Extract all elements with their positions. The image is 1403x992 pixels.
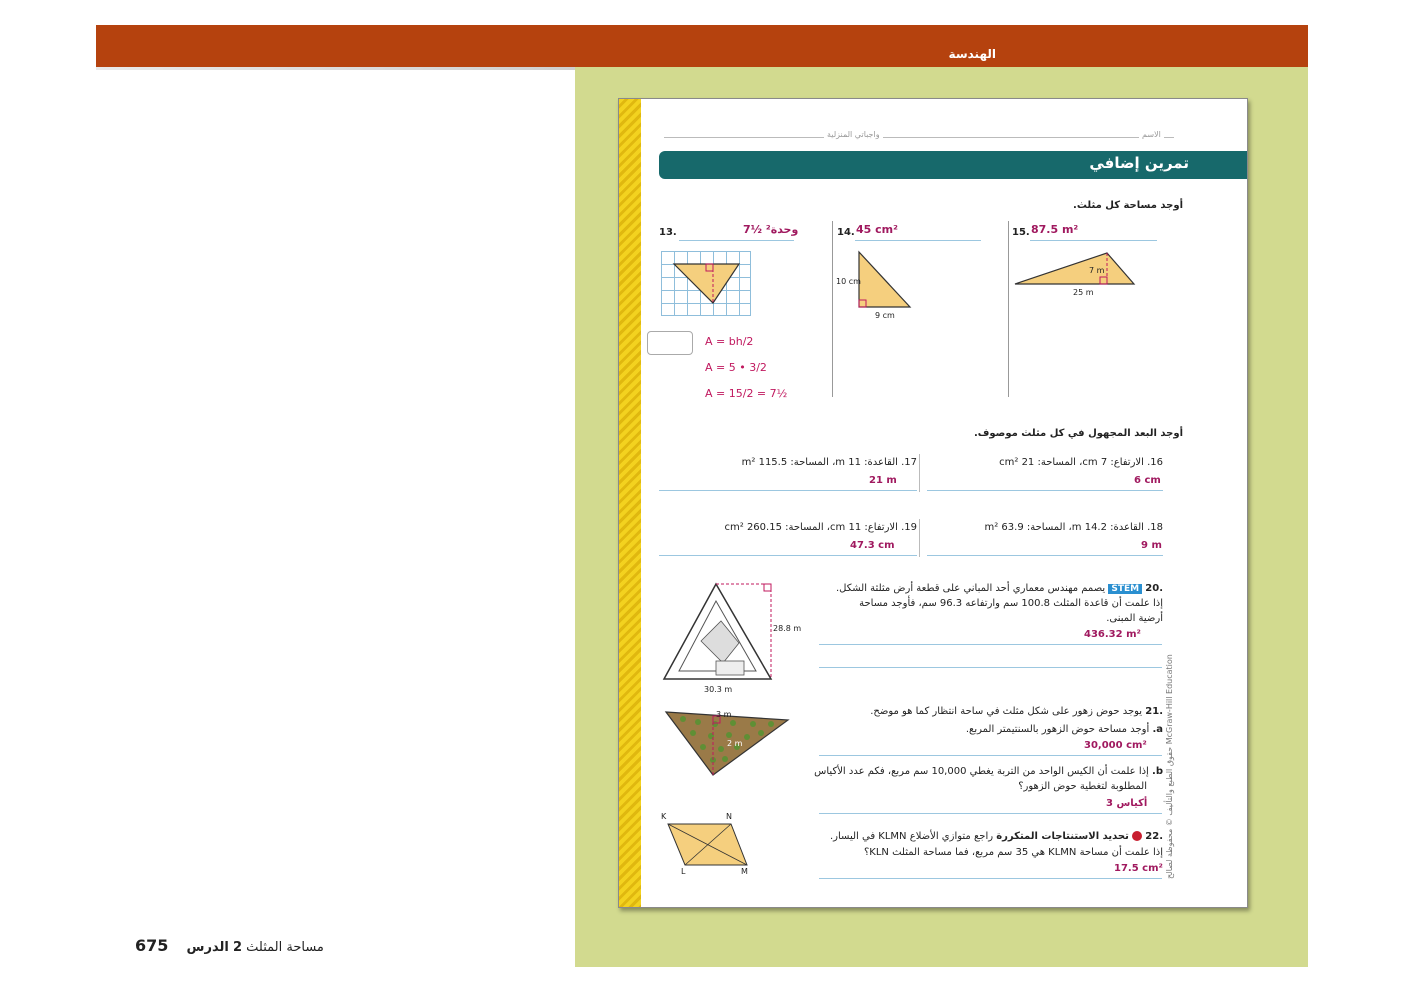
header-shadow xyxy=(96,67,576,70)
p20-answer-line xyxy=(819,644,1162,645)
p21-number: .21 xyxy=(1145,706,1163,717)
column-divider-2 xyxy=(1008,221,1009,397)
p13-eq2: A = 5 • 3/2 xyxy=(705,361,767,374)
p17-answer-line xyxy=(659,490,917,491)
p22-title: تحديد الاستنتاجات المتكررة xyxy=(996,831,1129,842)
p21-width-label: 3 m xyxy=(716,710,732,719)
p14-base-label: 9 cm xyxy=(875,311,895,320)
p13-answer: 7½ وحدة² xyxy=(743,223,799,236)
p14-answer: 45 cm² xyxy=(856,223,898,236)
p21a-text: أوجد مساحة حوض الزهور بالسنتيمتر المربع. xyxy=(965,724,1150,735)
p21b-text1: إذا علمت أن الكيس الواحد من التربة يغطي 10,000 سم مربع، فكم عدد الأكياس xyxy=(814,766,1149,777)
banner xyxy=(659,151,1248,179)
p14-answer-line xyxy=(855,240,981,241)
row-divider-1 xyxy=(919,454,920,492)
p21-line1: يوجد حوض زهور على شكل مثلث في ساحة انتظار كما هو موضح. xyxy=(870,706,1143,717)
p19-answer-line xyxy=(659,555,917,556)
p18-answer-line xyxy=(927,555,1163,556)
p22-practice-icon xyxy=(1132,831,1142,841)
p21a-statement xyxy=(803,724,1163,735)
p21-height-label: 2 m xyxy=(727,739,743,748)
p20-base-label: 30.3 m xyxy=(704,685,733,694)
lesson-title: مساحة المثلث xyxy=(246,940,324,955)
p20-line1: يصمم مهندس معماري أحد المباني على قطعة أرض مثلثة الشكل. xyxy=(835,583,1106,594)
p22-vertex-k: K xyxy=(661,812,667,821)
p22-answer: 17.5 cm² xyxy=(1114,863,1163,874)
column-divider-1 xyxy=(832,221,833,397)
page-footer xyxy=(135,936,324,955)
banner-title: تمرين إضافي xyxy=(1089,154,1189,172)
p18-text: 18. القاعدة: 14.2 m، المساحة: 63.9 m² xyxy=(984,522,1163,533)
chapter-header-bar xyxy=(96,25,1308,67)
p21b-text2: المطلوبة لتغطية حوض الزهور؟ xyxy=(1018,781,1147,792)
worksheet-page xyxy=(618,98,1248,908)
p21b-statement xyxy=(783,766,1163,777)
p16-text: 16. الارتفاع: 7 cm، المساحة: 21 cm² xyxy=(999,457,1163,468)
p17-answer: 21 m xyxy=(869,475,897,486)
p20-height-label: 28.8 m xyxy=(773,624,802,633)
p13-hint-icon xyxy=(647,331,693,355)
name-line xyxy=(664,137,1174,138)
row-divider-2 xyxy=(919,519,920,557)
p16-answer-line xyxy=(927,490,1163,491)
p22-line2: إذا علمت أن مساحة KLMN هي 35 سم مربع، فما مساحة المثلث KLN؟ xyxy=(863,847,1163,858)
p22-answer-line xyxy=(819,878,1162,879)
p15-height-label: 7 m xyxy=(1089,266,1105,275)
p20-building-figure xyxy=(661,581,811,685)
p21a-answer-line xyxy=(819,755,1162,756)
worksheet-side-stripe xyxy=(619,99,641,907)
p15-base-label: 25 m xyxy=(1073,288,1094,297)
p19-text: 19. الارتفاع: 11 cm، المساحة: 260.15 cm² xyxy=(724,522,917,533)
section1-instruction: أوجد مساحة كل مثلث. xyxy=(1073,200,1183,211)
lesson-number: 2 xyxy=(232,940,243,955)
p20-line3: أرضية المبنى. xyxy=(1106,613,1163,624)
p20-extra-line xyxy=(819,667,1162,668)
homework-label: واجباتي المنزلية xyxy=(824,130,883,139)
p14-number: 14. xyxy=(837,227,855,238)
p20-answer: 436.32 m² xyxy=(1084,629,1141,640)
copyright-notice: حقوق الطبع والتأليف © محفوظة لصالح McGraw-Hill Education xyxy=(1165,654,1174,879)
p21-statement xyxy=(793,706,1163,717)
p21a-answer: 30,000 cm² xyxy=(1084,740,1147,751)
p21b-answer-line xyxy=(819,813,1162,814)
section2-instruction: أوجد البعد المجهول في كل مثلث موصوف. xyxy=(974,428,1183,439)
p20-statement xyxy=(803,583,1163,594)
p20-number: .20 xyxy=(1145,583,1163,594)
p13-answer-line xyxy=(679,240,794,241)
p14-triangle-figure xyxy=(856,249,916,311)
page-number: 675 xyxy=(135,936,169,955)
p17-text: 17. القاعدة: 11 m، المساحة: 115.5 m² xyxy=(741,457,917,468)
p21b-answer: 3 أكياس xyxy=(1106,798,1148,809)
p21a-label: a. xyxy=(1152,724,1163,735)
p14-height-label: 10 cm xyxy=(836,277,861,286)
p13-number: 13. xyxy=(659,227,677,238)
chapter-title: الهندسة xyxy=(948,47,996,61)
p22-vertex-n: N xyxy=(726,812,732,821)
p22-vertex-l: L xyxy=(681,867,686,876)
lesson-label: الدرس xyxy=(186,940,229,955)
name-label: الاسم xyxy=(1139,130,1164,139)
p16-answer: 6 cm xyxy=(1134,475,1161,486)
p15-answer-line xyxy=(1030,240,1157,241)
p22-parallelogram-figure xyxy=(663,821,753,871)
p22-line1: راجع متوازي الأضلاع KLMN في اليسار. xyxy=(830,831,994,842)
p13-grid-figure xyxy=(661,251,753,317)
p13-eq3: A = 15/2 = 7½ xyxy=(705,387,788,400)
p22-number: .22 xyxy=(1145,831,1163,842)
p20-line2: إذا علمت أن قاعدة المثلث 100.8 سم وارتفاعه 96.3 سم، فأوجد مساحة xyxy=(859,598,1163,609)
p21b-label: b. xyxy=(1152,766,1163,777)
p15-number: 15. xyxy=(1012,227,1030,238)
p13-eq1: A = bh/2 xyxy=(705,335,754,348)
p19-answer: 47.3 cm xyxy=(850,540,895,551)
p15-answer: 87.5 m² xyxy=(1031,223,1079,236)
p18-answer: 9 m xyxy=(1141,540,1162,551)
p15-triangle-figure xyxy=(1012,249,1137,289)
p20-stem-badge: STEM xyxy=(1108,584,1142,594)
p22-vertex-m: M xyxy=(741,867,748,876)
p22-statement xyxy=(783,831,1163,842)
